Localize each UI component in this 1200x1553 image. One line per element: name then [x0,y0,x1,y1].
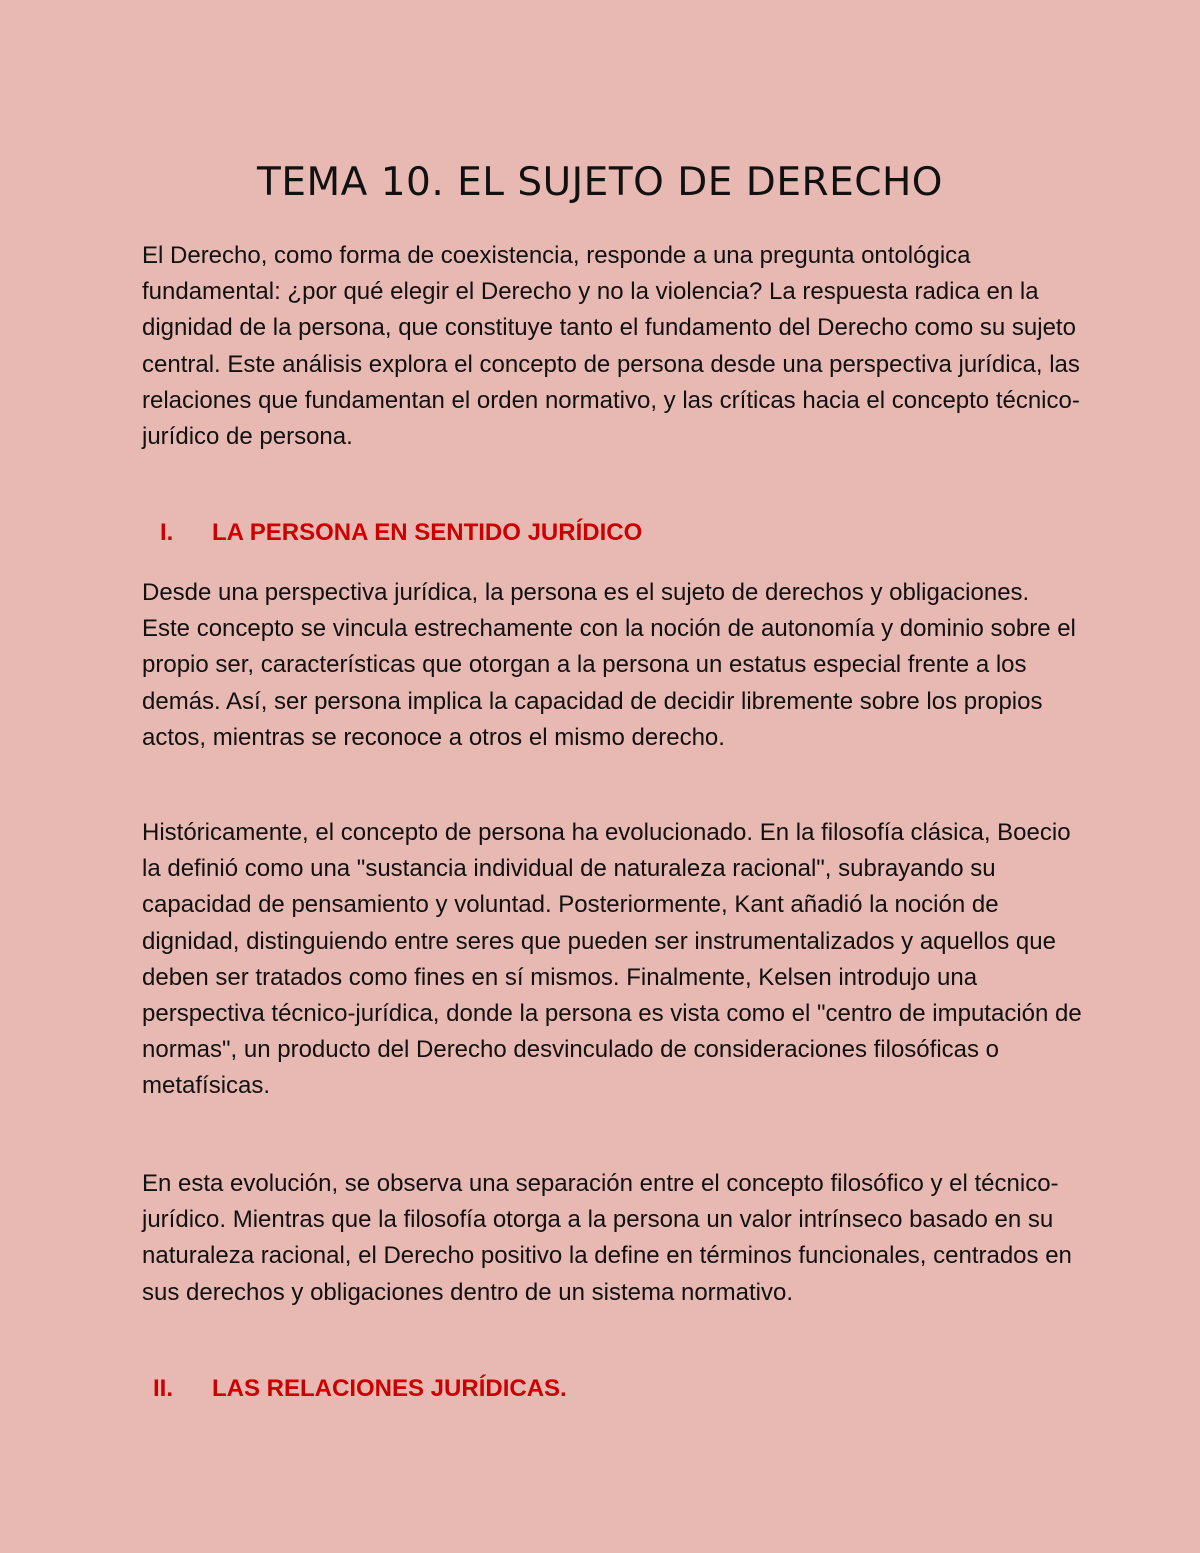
section-title-2: LAS RELACIONES JURÍDICAS. [212,1375,567,1402]
section-number-2: II. [153,1375,174,1402]
intro-paragraph: El Derecho, como forma de coexistencia, responde a una pregunta ontológica fundamental: ¿por qué elegir el Derecho y no la violencia? La respuesta radica en la dignidad de la persona, que constituye tanto el fundamento del Derecho como su sujeto central. Este análisis explora el concepto de persona desde una perspectiva jurídica, las relaciones que fundamentan el orden normativo, y las críticas hacia el concepto técnico-jurídico de persona. [142,242,1080,451]
section-title-1: LA PERSONA EN SENTIDO JURÍDICO [212,519,643,546]
section-1-paragraph-2: Históricamente, el concepto de persona ha evolucionado. En la filosofía clásica, Boecio la definió como una "sustancia individual de naturaleza racional", subrayando su capacidad de pensamiento y voluntad. Posteriormente, Kant añadió la noción de dignidad, distinguiendo entre seres que pueden ser instrumentalizados y aquellos que deben ser tratados como fines en sí mismos. Finalmente, Kelsen introdujo una perspectiva técnico-jurídica, donde la persona es vista como el "centro de imputación de normas", un producto del Derecho desvinculado de consideraciones filosóficas o metafísicas. [142,819,1082,1100]
section-number-1: I. [160,519,174,546]
section-1-paragraph-3: En esta evolución, se observa una separación entre el concepto filosófico y el técnico-jurídico. Mientras que la filosofía otorga a la persona un valor intrínseco basado en su naturaleza racional, el Derecho positivo la define en términos funcionales, centrados en sus derechos y obligaciones dentro de un sistema normativo. [142,1170,1072,1306]
section-1-paragraph-1: Desde una perspectiva jurídica, la persona es el sujeto de derechos y obligaciones. Este concepto se vincula estrechamente con la noción de autonomía y dominio sobre el propio ser, características que otorgan a la persona un estatus especial frente a los demás. Así, ser persona implica la capacidad de decidir libremente sobre los propios actos, mientras se reconoce a otros el mismo derecho. [142,579,1076,751]
page-title: TEMA 10. EL SUJETO DE DERECHO [257,160,943,205]
